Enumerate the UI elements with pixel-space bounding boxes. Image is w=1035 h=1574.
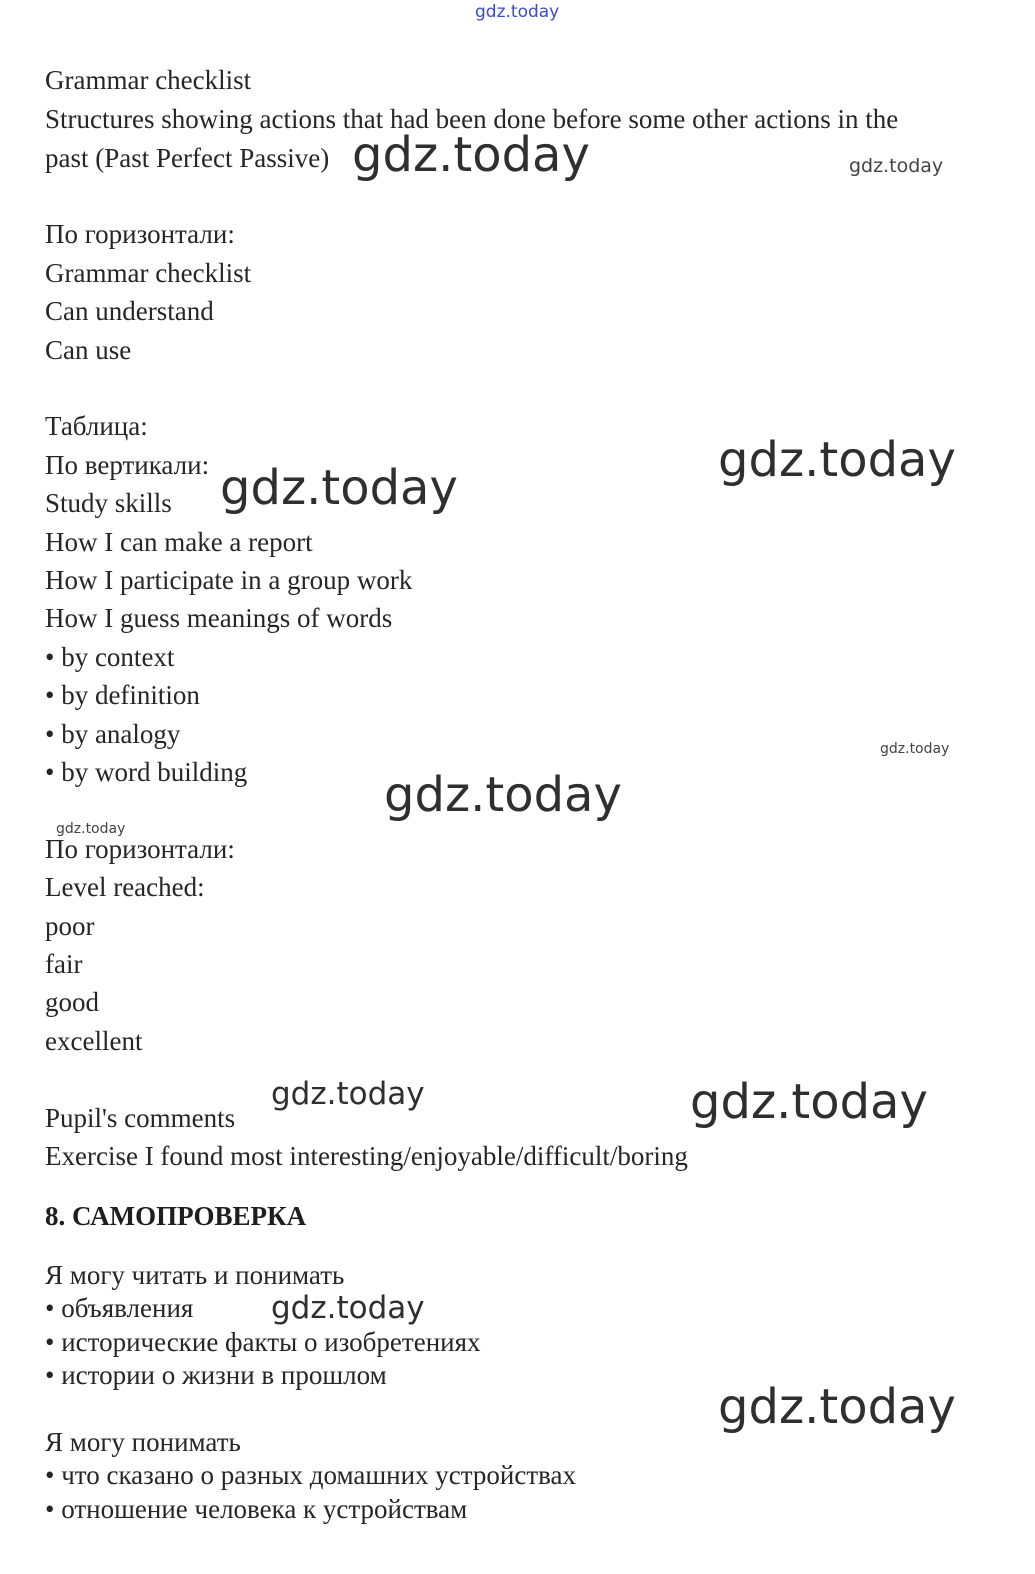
vertical-item: • by word building bbox=[45, 757, 248, 787]
vertical-item: How I guess meanings of words bbox=[45, 603, 393, 633]
horizontal-item: Can understand bbox=[45, 296, 214, 326]
vertical-item: How I can make a report bbox=[45, 527, 313, 557]
vertical-item: • by definition bbox=[45, 680, 200, 710]
comments-title: Pupil's comments bbox=[45, 1103, 236, 1133]
watermark: gdz.today bbox=[690, 1074, 928, 1130]
watermark-small: gdz.today bbox=[849, 155, 944, 177]
vertical-item: How I participate in a group work bbox=[45, 565, 413, 595]
watermark-medium: gdz.today bbox=[271, 1076, 425, 1112]
watermark: gdz.today bbox=[718, 1379, 956, 1435]
understand-item: • что сказано о разных домашних устройствах bbox=[45, 1460, 577, 1490]
read-item: • объявления bbox=[45, 1293, 194, 1323]
level-item: poor bbox=[45, 911, 95, 941]
understand-item: • отношение человека к устройствам bbox=[45, 1494, 468, 1524]
level-item: Level reached: bbox=[45, 872, 205, 902]
read-item: • истории о жизни в прошлом bbox=[45, 1360, 387, 1390]
structure-line-1: Structures showing actions that had been done before some other actions in the bbox=[45, 104, 899, 134]
watermark-tiny: gdz.today bbox=[56, 821, 126, 837]
horizontal-label-2: По горизонтали: bbox=[45, 834, 235, 864]
watermark: gdz.today bbox=[384, 767, 622, 823]
vertical-label: По вертикали: bbox=[45, 450, 210, 480]
watermark: gdz.today bbox=[352, 127, 590, 183]
horizontal-label-1: По горизонтали: bbox=[45, 219, 235, 249]
read-label: Я могу читать и понимать bbox=[45, 1260, 345, 1290]
level-item: excellent bbox=[45, 1026, 143, 1056]
self-check-heading: 8. САМОПРОВЕРКА bbox=[45, 1201, 307, 1231]
level-item: fair bbox=[45, 949, 83, 979]
vertical-item: • by analogy bbox=[45, 719, 181, 749]
horizontal-item: Grammar checklist bbox=[45, 258, 252, 288]
understand-label: Я могу понимать bbox=[45, 1427, 241, 1457]
watermark-tiny: gdz.today bbox=[880, 741, 950, 757]
structure-line-2: past (Past Perfect Passive) bbox=[45, 143, 330, 173]
watermark: gdz.today bbox=[220, 460, 458, 516]
watermark-medium: gdz.today bbox=[271, 1290, 425, 1326]
read-item: • исторические факты о изобретениях bbox=[45, 1327, 481, 1357]
level-item: good bbox=[45, 987, 99, 1017]
comments-line: Exercise I found most interesting/enjoyable/difficult/boring bbox=[45, 1141, 688, 1171]
grammar-title: Grammar checklist bbox=[45, 65, 252, 95]
horizontal-item: Can use bbox=[45, 335, 132, 365]
watermark-top: gdz.today bbox=[475, 2, 560, 22]
vertical-item: Study skills bbox=[45, 488, 172, 518]
table-label: Таблица: bbox=[45, 411, 148, 441]
watermark: gdz.today bbox=[718, 432, 956, 488]
vertical-item: • by context bbox=[45, 642, 175, 672]
